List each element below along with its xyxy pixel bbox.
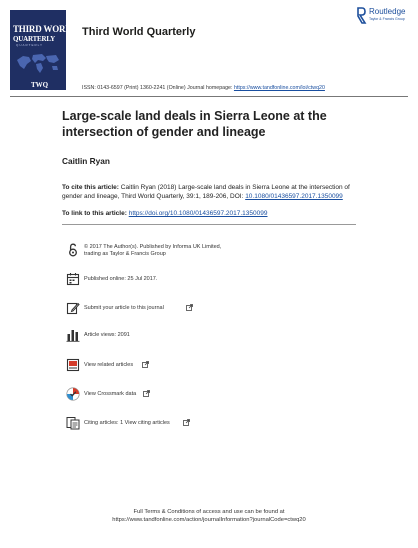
cite-label: To cite this article: [62,184,119,191]
cite-text: Caitlin Ryan (2018) Large-scale land deals in Sierra Leone at the intersection of gender and lineage, Third World Quarterly, 39:1, 189-206, DOI: [62,184,350,200]
citation-block [62,183,362,201]
publisher-name: Routledge [369,7,406,16]
issn-text: ISSN: 0143-6597 (Print) 1360-2241 (Online) Journal homepage: [82,85,234,91]
journal-name[interactable]: Third World Quarterly [82,26,196,38]
edit-icon [66,301,80,315]
publisher-subtitle: Taylor & Francis Group [369,17,405,21]
footer-terms-link[interactable]: https://www.tandfonline.com/action/journalInformation?journalCode=ctwq20 [112,517,306,523]
cover-subtitle: QUARTERLY [16,43,44,47]
cover-title-line2: QUARTERLY [13,35,56,43]
bar-chart-icon [66,328,80,342]
crossmark-text[interactable]: View Crossmark data [84,391,137,397]
meta-divider [62,224,356,225]
related-text[interactable]: View related articles [84,362,134,368]
calendar-icon [66,272,80,286]
cover-abbreviation: TWQ [31,81,49,89]
external-link-icon [143,390,150,399]
world-map-icon [14,51,62,75]
journal-cover [10,10,78,90]
cite-doi-link[interactable]: 10.1080/01436597.2017.1350099 [245,193,343,200]
publisher-logo[interactable] [356,7,411,29]
external-link-icon [183,419,190,428]
open-access-text: © 2017 The Author(s). Published by Informa UK Limited, trading as Taylor & Francis Group [84,244,222,257]
related-articles-icon [66,358,80,372]
header-divider [10,96,408,97]
article-link-line [62,210,268,217]
issn-line [82,85,325,91]
external-link-icon [186,304,193,313]
cover-title-line1: THIRD WORLD [13,24,78,34]
crossmark-icon [66,387,80,401]
journal-homepage-link[interactable]: https://www.tandfonline.com/loi/ctwq20 [233,85,325,91]
submit-text[interactable]: Submit your article to this journal [84,305,164,311]
views-text: Article views: 2091 [84,332,130,338]
cover-title [13,24,78,44]
footer [0,508,418,524]
citing-icon [66,416,80,430]
external-link-icon [142,361,149,370]
routledge-logo-icon [356,7,366,24]
article-title: Large-scale land deals in Sierra Leone at the intersection of gender and lineage [62,109,327,139]
footer-line1: Full Terms & Conditions of access and use can be found at [133,509,285,515]
link-label: To link to this article: [62,210,127,217]
citing-text[interactable]: Citing articles: 1 View citing articles [84,420,170,426]
article-author[interactable]: Caitlin Ryan [62,156,110,166]
article-doi-link[interactable]: https://doi.org/10.1080/01436597.2017.1350099 [128,210,268,217]
published-text: Published online: 25 Jul 2017. [84,276,158,282]
open-access-icon [66,243,80,257]
